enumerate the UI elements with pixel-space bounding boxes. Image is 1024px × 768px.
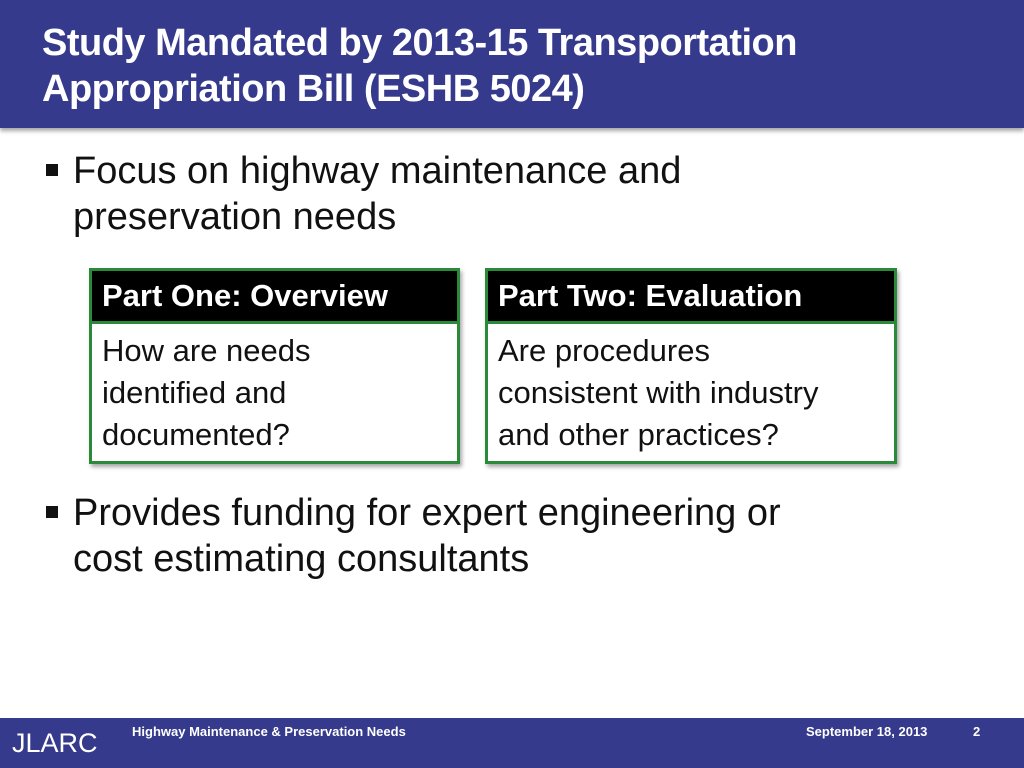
bullet-line: Provides funding for expert engineering or [73, 492, 781, 534]
box-line: identified and [102, 375, 287, 410]
part-two-body [488, 324, 894, 456]
footer-date: September 18, 2013 [806, 724, 928, 739]
bullet-line: cost estimating consultants [73, 538, 530, 580]
part-two-heading: Part Two: Evaluation [488, 271, 894, 324]
bullet-text [73, 148, 923, 240]
part-one-box [89, 268, 460, 464]
square-bullet-icon [46, 164, 58, 176]
footer-bar [0, 718, 1024, 768]
box-line: and other practices? [498, 417, 779, 452]
slide-title-line-2: Appropriation Bill (ESHB 5024) [42, 68, 585, 110]
jlarc-logo: JLARC [12, 728, 98, 758]
part-one-heading: Part One: Overview [92, 271, 457, 324]
part-two-box [485, 268, 897, 464]
page-number: 2 [973, 724, 981, 739]
bullet-text [73, 490, 923, 582]
bullet-line: Focus on highway maintenance and [73, 150, 682, 192]
footer-subject: Highway Maintenance & Preservation Needs [132, 724, 406, 739]
box-line: consistent with industry [498, 375, 819, 410]
slide-title-line-1: Study Mandated by 2013-15 Transportation [42, 22, 797, 64]
slide-title [42, 20, 1002, 112]
title-bar [0, 0, 1024, 128]
bullet-line: preservation needs [73, 196, 397, 238]
box-line: documented? [102, 417, 290, 452]
square-bullet-icon [46, 506, 58, 518]
box-line: How are needs [102, 333, 311, 368]
part-one-body [92, 324, 457, 456]
box-line: Are procedures [498, 333, 710, 368]
